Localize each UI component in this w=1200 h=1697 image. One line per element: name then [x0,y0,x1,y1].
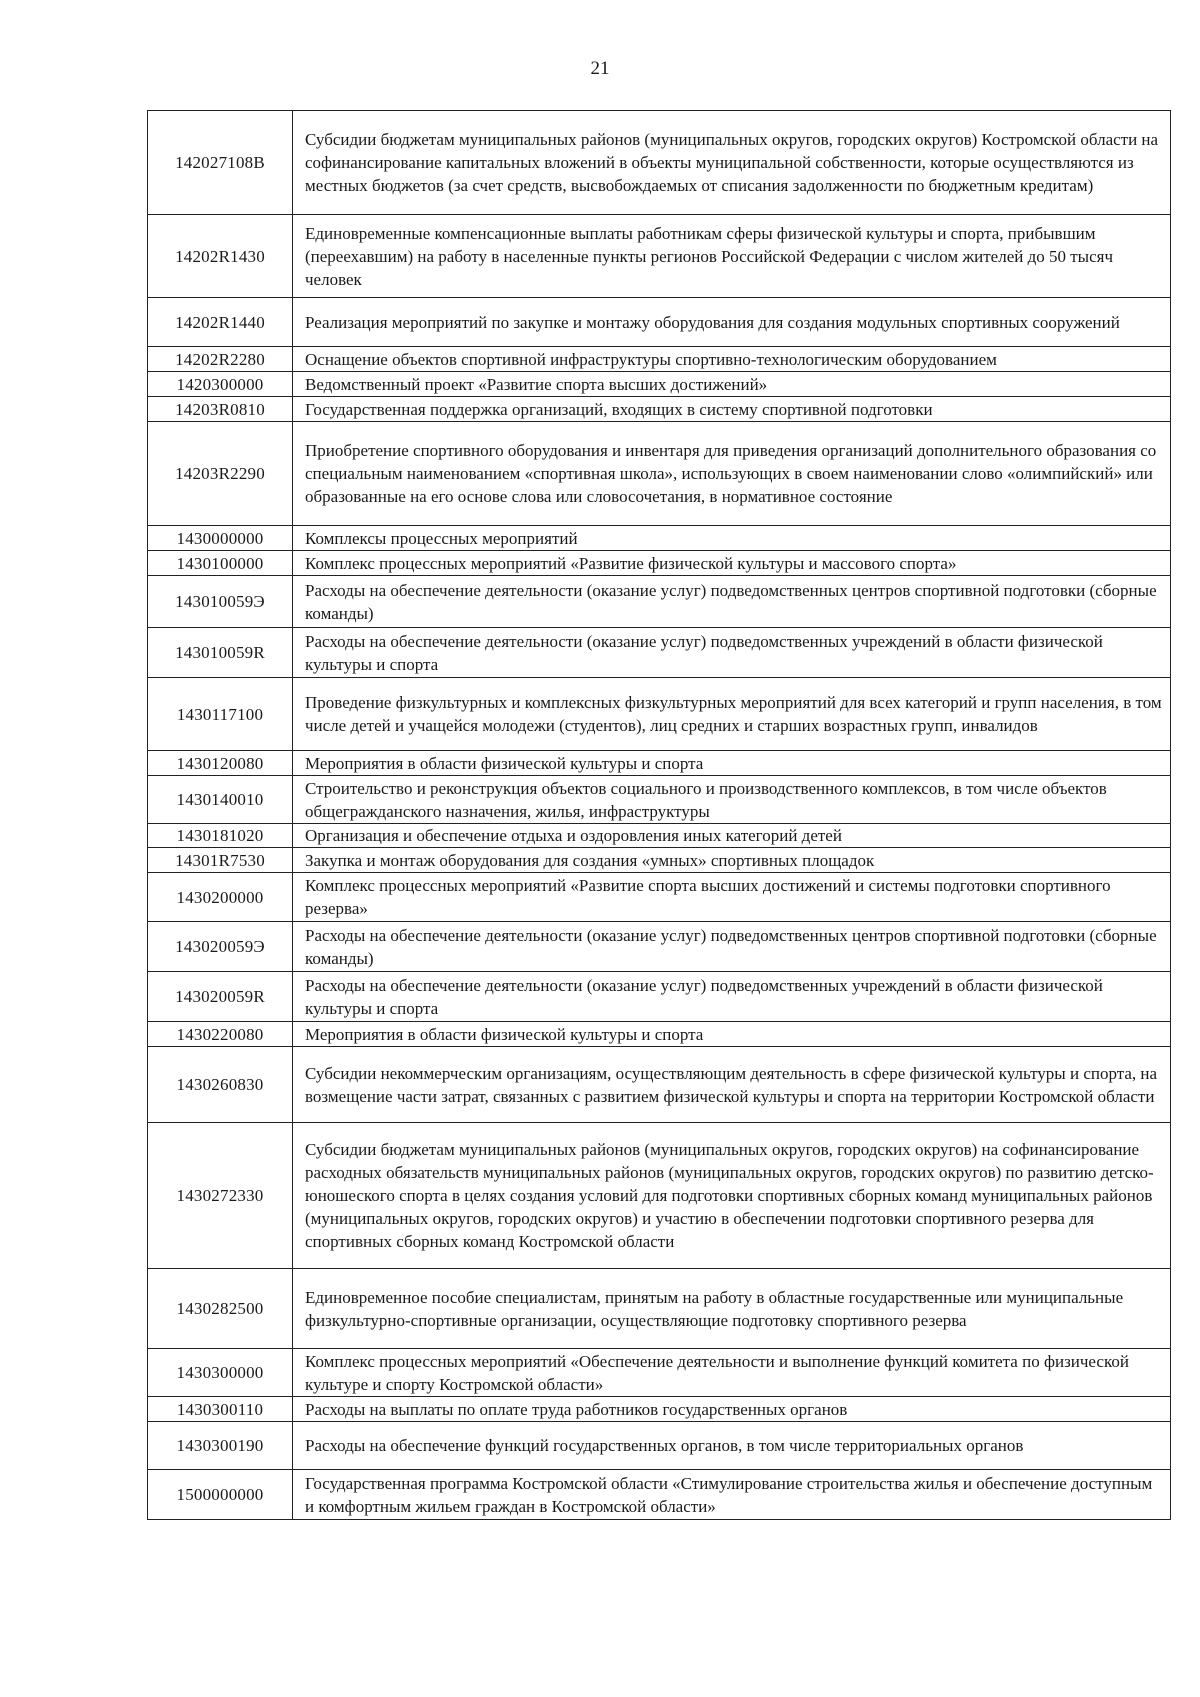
row-code: 143010059Э [148,576,293,628]
row-code: 1500000000 [148,1470,293,1520]
row-code: 14202R2280 [148,347,293,372]
row-code: 1430220080 [148,1022,293,1047]
table-row [148,848,1171,873]
row-description: Комплекс процессных мероприятий «Развитие спорта высших достижений и системы подготовки спортивного резерва» [293,873,1171,922]
row-code: 14301R7530 [148,848,293,873]
table-row [148,298,1171,347]
table-row [148,1269,1171,1349]
table-row [148,576,1171,628]
table-row [148,751,1171,776]
row-code: 1430260830 [148,1047,293,1123]
table-row [148,111,1171,215]
row-code: 142027108В [148,111,293,215]
page-number: 21 [590,58,610,79]
row-code: 14202R1440 [148,298,293,347]
row-description: Реализация мероприятий по закупке и монтажу оборудования для создания модульных спортивных сооружений [293,298,1171,347]
row-description: Расходы на обеспечение деятельности (оказание услуг) подведомственных центров спортивной подготовки (сборные команды) [293,576,1171,628]
row-description: Государственная программа Костромской области «Стимулирование строительства жилья и обеспечение доступным и комфортным жильем граждан в Костромской области» [293,1470,1171,1520]
table-row [148,372,1171,397]
row-description: Субсидии бюджетам муниципальных районов (муниципальных округов, городских округов) Костромской области на софинансирование капитальных вложений в объекты муниципальной собственности, которые осуществляются из местных бюджетов (за счет средств, высвобождаемых от списания задолженности по бюджетным кредитам) [293,111,1171,215]
table-row [148,922,1171,972]
row-description: Расходы на выплаты по оплате труда работников государственных органов [293,1397,1171,1422]
table-row [148,678,1171,751]
row-code: 143020059Э [148,922,293,972]
row-description: Приобретение спортивного оборудования и инвентаря для приведения организаций дополнительного образования со специальным наименованием «спортивная школа», использующих в своем наименовании слово «олимпийский» или образованные на его основе слова или словосочетания, в нормативное состояние [293,422,1171,526]
row-description: Ведомственный проект «Развитие спорта высших достижений» [293,372,1171,397]
row-code: 1430117100 [148,678,293,751]
row-description: Комплекс процессных мероприятий «Развитие физической культуры и массового спорта» [293,551,1171,576]
row-description: Государственная поддержка организаций, входящих в систему спортивной подготовки [293,397,1171,422]
table-row [148,526,1171,551]
row-code: 1430100000 [148,551,293,576]
row-description: Единовременные компенсационные выплаты работникам сферы физической культуры и спорта, прибывшим (переехавшим) на работу в населенные пункты регионов Российской Федерации с числом жителей до 50 тысяч человек [293,215,1171,298]
table-row [148,1349,1171,1397]
row-code: 14203R0810 [148,397,293,422]
row-description: Комплексы процессных мероприятий [293,526,1171,551]
row-description: Расходы на обеспечение функций государственных органов, в том числе территориальных органов [293,1422,1171,1470]
table-row [148,873,1171,922]
row-code: 1420300000 [148,372,293,397]
budget-codes-table [147,110,1171,1520]
table-row [148,347,1171,372]
row-description: Мероприятия в области физической культуры и спорта [293,1022,1171,1047]
row-description: Мероприятия в области физической культуры и спорта [293,751,1171,776]
table-row [148,551,1171,576]
table-row [148,397,1171,422]
row-code: 1430000000 [148,526,293,551]
row-description: Единовременное пособие специалистам, принятым на работу в областные государственные или муниципальные физкультурно-спортивные организации, осуществляющие подготовку спортивного резерва [293,1269,1171,1349]
table-row [148,1022,1171,1047]
row-code: 1430120080 [148,751,293,776]
table-row [148,1123,1171,1269]
table-row [148,1047,1171,1123]
row-description: Проведение физкультурных и комплексных физкультурных мероприятий для всех категорий и групп населения, в том числе детей и учащейся молодежи (студентов), лиц средних и старших возрастных групп, инвалидов [293,678,1171,751]
row-code: 14202R1430 [148,215,293,298]
row-description: Расходы на обеспечение деятельности (оказание услуг) подведомственных учреждений в области физической культуры и спорта [293,628,1171,678]
table-row [148,628,1171,678]
row-code: 143020059R [148,972,293,1022]
table-row [148,422,1171,526]
table-row [148,1397,1171,1422]
row-description: Расходы на обеспечение деятельности (оказание услуг) подведомственных центров спортивной подготовки (сборные команды) [293,922,1171,972]
row-code: 1430181020 [148,824,293,848]
table-row [148,776,1171,824]
row-code: 1430200000 [148,873,293,922]
row-code: 1430272330 [148,1123,293,1269]
row-description: Расходы на обеспечение деятельности (оказание услуг) подведомственных учреждений в области физической культуры и спорта [293,972,1171,1022]
table-row [148,824,1171,848]
table-row [148,215,1171,298]
table-row [148,1470,1171,1520]
row-description: Строительство и реконструкция объектов социального и производственного комплексов, в том числе объектов общегражданского назначения, жилья, инфраструктуры [293,776,1171,824]
row-description: Субсидии бюджетам муниципальных районов (муниципальных округов, городских округов) на софинансирование расходных обязательств муниципальных районов (муниципальных округов, городских округов) по развитию детско-юношеского спорта в целях создания условий для подготовки спортивных сборных команд муниципальных районов (муниципальных округов, городских округов) и участию в обеспечении подготовки спортивного резерва для спортивных сборных команд Костромской области [293,1123,1171,1269]
row-code: 1430300110 [148,1397,293,1422]
row-code: 1430282500 [148,1269,293,1349]
row-code: 1430300190 [148,1422,293,1470]
row-code: 143010059R [148,628,293,678]
row-description: Комплекс процессных мероприятий «Обеспечение деятельности и выполнение функций комитета по физической культуре и спорту Костромской области» [293,1349,1171,1397]
row-code: 1430300000 [148,1349,293,1397]
table-row [148,1422,1171,1470]
row-description: Закупка и монтаж оборудования для создания «умных» спортивных площадок [293,848,1171,873]
row-description: Субсидии некоммерческим организациям, осуществляющим деятельность в сфере физической культуры и спорта, на возмещение части затрат, связанных с развитием физической культуры и спорта на территории Костромской области [293,1047,1171,1123]
row-code: 14203R2290 [148,422,293,526]
row-code: 1430140010 [148,776,293,824]
row-description: Организация и обеспечение отдыха и оздоровления иных категорий детей [293,824,1171,848]
table-row [148,972,1171,1022]
row-description: Оснащение объектов спортивной инфраструктуры спортивно-технологическим оборудованием [293,347,1171,372]
